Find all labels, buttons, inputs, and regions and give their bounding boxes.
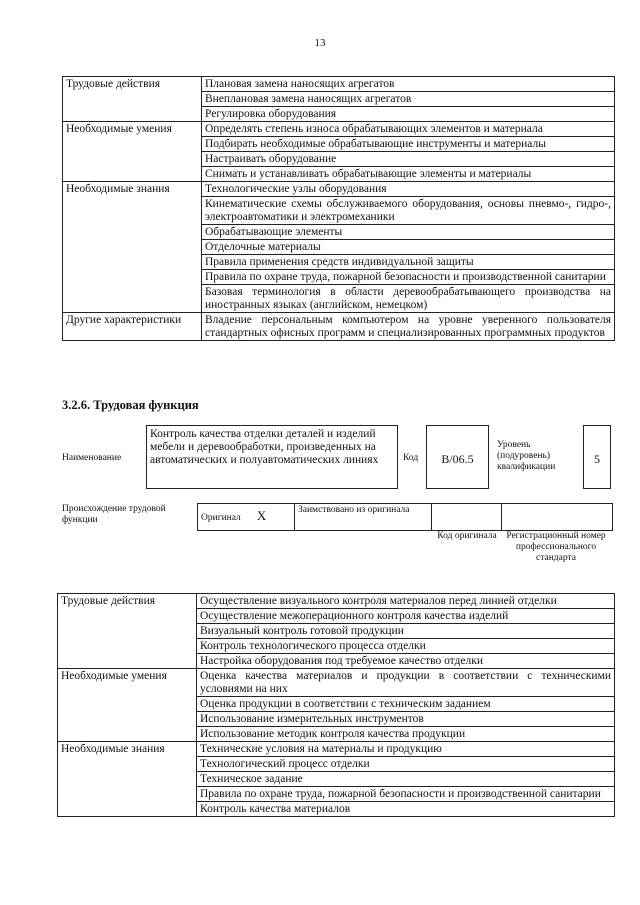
origin-label: Происхождение трудовой функции [62,504,166,525]
category-cell: Трудовые действия [58,594,197,669]
reg-number-caption: Регистрационный номер профессионального стандарта [506,531,606,563]
item-cell: Базовая терминология в области деревообрабатывающего производства на иностранных языках (английском, немецком) [202,285,615,313]
section-heading: 3.2.6. Трудовая функция [62,398,199,412]
table-row [58,594,615,609]
item-cell: Правила применения средств индивидуальной защиты [202,255,615,270]
function-code-value: B/06.5 [426,425,489,489]
category-cell: Необходимые умения [63,122,202,182]
name-label: Наименование [62,453,122,463]
category-cell: Необходимые знания [58,742,197,817]
origin-code-cell [432,504,502,531]
original-mark: X [256,508,267,523]
category-cell: Необходимые умения [58,669,197,742]
item-cell: Отделочные материалы [202,240,615,255]
item-cell: Владение персональным компьютером на уровне уверенного пользователя стандартных офисных программ и специализированных программных продуктов [202,313,615,341]
category-cell: Необходимые знания [63,182,202,313]
item-cell: Подбирать необходимые обрабатывающие инструменты и материалы [202,137,615,152]
item-cell: Технологические узлы оборудования [202,182,615,197]
table-row [63,182,615,197]
item-cell: Технические условия на материалы и продукцию [197,742,615,757]
origin-original-cell [198,504,295,531]
qualification-level-label: Уровень (подуровень) квалификации [497,440,556,472]
item-cell: Правила по охране труда, пожарной безопасности и производственной санитарии [202,270,615,285]
bottom-requirements-table [57,593,615,817]
item-cell: Внеплановая замена наносящих агрегатов [202,92,615,107]
bottom-table-body [58,594,615,817]
table-row [58,669,615,697]
item-cell: Использование методик контроля качества продукции [197,727,615,742]
item-cell: Снимать и устанавливать обрабатывающие элементы и материалы [202,167,615,182]
top-requirements-table [62,76,615,341]
category-cell: Другие характеристики [63,313,202,341]
item-cell: Использование измерительных инструментов [197,712,615,727]
table-row [63,77,615,92]
original-label: Оригинал [201,513,241,523]
item-cell: Осуществление межоперационного контроля качества изделий [197,609,615,624]
qualification-level-value: 5 [583,425,611,489]
item-cell: Контроль технологического процесса отделки [197,639,615,654]
item-cell: Обрабатывающие элементы [202,225,615,240]
item-cell: Кинематические схемы обслуживаемого оборудования, основы пневмо-, гидро-, электроавтоматики и электромеханики [202,197,615,225]
origin-table [197,503,613,531]
table-row [63,122,615,137]
item-cell: Регулировка оборудования [202,107,615,122]
origin-code-caption: Код оригинала [437,531,497,541]
code-label: Код [403,453,419,463]
item-cell: Контроль качества материалов [197,802,615,817]
item-cell: Настройка оборудования под требуемое качество отделки [197,654,615,669]
item-cell: Оценка продукции в соответствии с техническим заданием [197,697,615,712]
item-cell: Плановая замена наносящих агрегатов [202,77,615,92]
item-cell: Техническое задание [197,772,615,787]
page-number: 13 [314,37,326,49]
item-cell: Настраивать оборудование [202,152,615,167]
category-cell: Трудовые действия [63,77,202,122]
table-row [58,742,615,757]
reg-number-cell [502,504,613,531]
function-name-value: Контроль качества отделки деталей и изделий мебели и деревообработки, произведенных на автоматических и полуавтоматических линиях [146,425,398,489]
top-table-body [63,77,615,341]
item-cell: Осуществление визуального контроля материалов перед линией отделки [197,594,615,609]
item-cell: Оценка качества материалов и продукции в соответствии с техническими условиями на них [197,669,615,697]
item-cell: Правила по охране труда, пожарной безопасности и производственной санитарии [197,787,615,802]
borrowed-label: Заимствовано из оригинала [295,504,432,531]
table-row [63,313,615,341]
item-cell: Визуальный контроль готовой продукции [197,624,615,639]
item-cell: Определять степень износа обрабатывающих элементов и материала [202,122,615,137]
item-cell: Технологический процесс отделки [197,757,615,772]
